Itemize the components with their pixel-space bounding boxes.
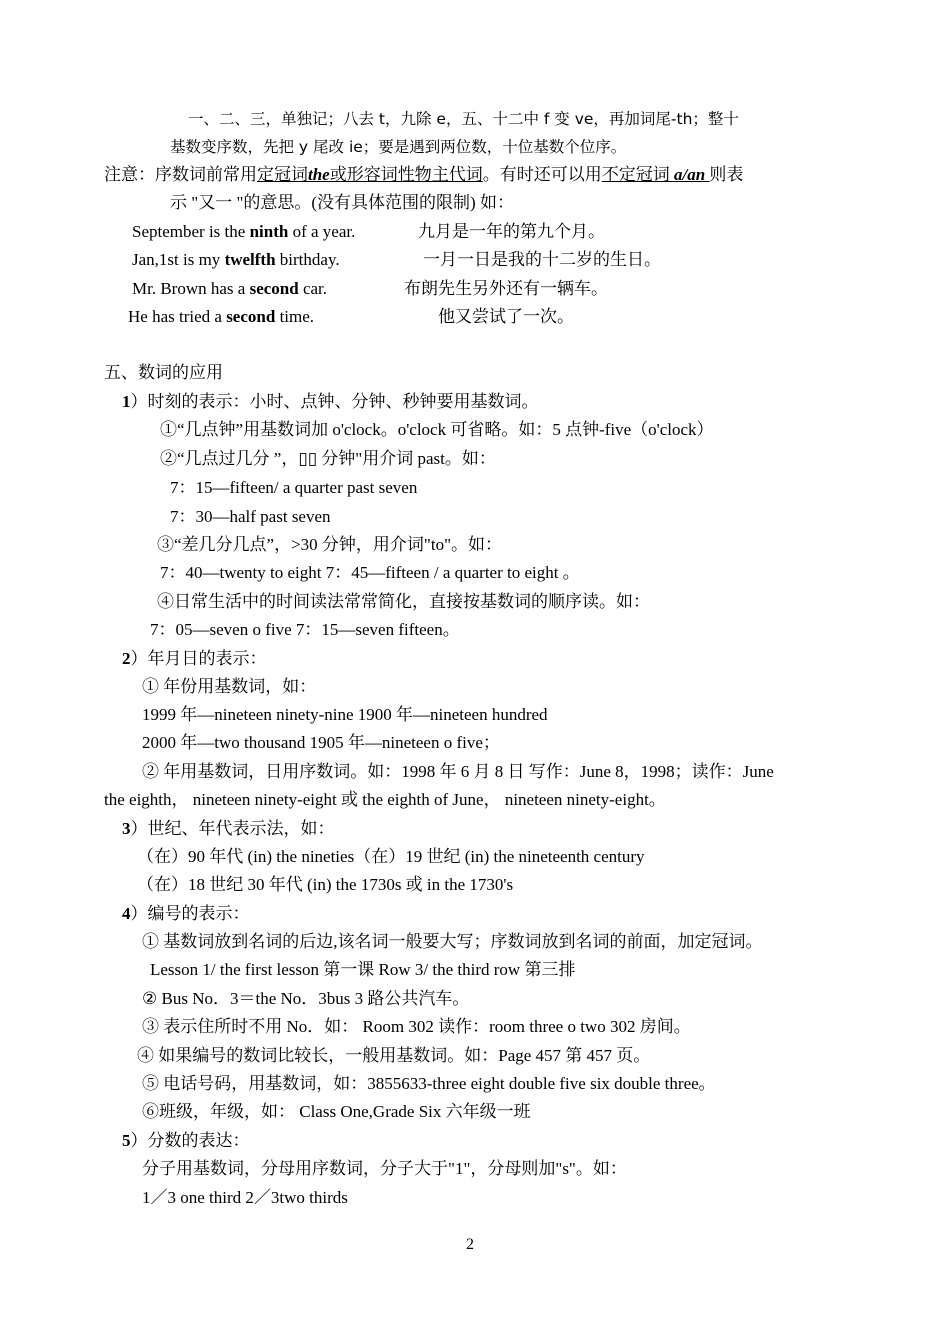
subsection-text: ）年月日的表示：	[130, 649, 267, 668]
subsection-text: ）时刻的表示：小时、点钟、分钟、秒钟要用基数词。	[130, 392, 539, 411]
rule-line-2-text: 基数变序数，先把 y 尾改 ie；要是遇到两位数，十位基数个位序。	[170, 138, 627, 156]
example-row	[132, 248, 340, 272]
item-line: ⑤ 电话号码，用基数词，如：3855633-three eight double five six double three。	[142, 1074, 716, 1093]
example-en-post: car.	[298, 279, 328, 298]
example-cn: 一月一日是我的十二岁的生日。	[423, 250, 661, 269]
example-cn: 布朗先生另外还有一辆车。	[404, 279, 608, 298]
note-suffix: 则表	[709, 165, 744, 184]
page-number: 2	[466, 1236, 474, 1253]
subsection-heading-3	[122, 817, 335, 841]
item-line: ② 年用基数词，日用序数词。如：1998 年 6 月 8 日 写作：June 8，1998；读作：June	[142, 762, 774, 781]
subsection-number: 4	[122, 904, 131, 923]
item-line: 2000 年—two thousand 1905 年—nineteen o five；	[142, 733, 500, 752]
item-line: 7：05—seven o five 7：15—seven fifteen。	[150, 620, 460, 639]
item-line: ②“几点过几分 ”，▯▯ 分钟"用介词 past。如：	[160, 449, 496, 468]
item-line: ③“差几分几点”，>30 分钟，用介词"to"。如：	[157, 535, 503, 554]
item-line: 7：30—half past seven	[170, 507, 331, 526]
item-line: 分子用基数词，分母用序数词，分子大于"1"，分母则加"s"。如：	[142, 1159, 627, 1178]
item-line: ④日常生活中的时间读法常常简化，直接按基数词的顺序读。如：	[157, 592, 650, 611]
section-title: 五、数词的应用	[104, 363, 223, 382]
item-line: Lesson 1/ the first lesson 第一课 Row 3/ the third row 第三排	[150, 960, 576, 979]
rule-line-1-text: 一、二、三，单独记；八去 t，九除 e，五、十二中 f 变 ve，再加词尾-th；整十	[188, 110, 739, 128]
item-line: ① 年份用基数词，如：	[142, 677, 317, 696]
subsection-heading-2	[122, 647, 267, 671]
example-row	[132, 220, 355, 244]
example-en-bold: second	[249, 279, 299, 298]
item-line: ④ 如果编号的数词比较长，一般用基数词。如：Page 457 第 457 页。	[137, 1046, 651, 1065]
example-cn: 他又尝试了一次。	[438, 307, 574, 326]
item-line: 1999 年—nineteen ninety-nine 1900 年—nineteen hundred	[142, 705, 548, 724]
rule-line-2	[170, 135, 626, 159]
subsection-text: ）分数的表达：	[130, 1131, 250, 1150]
example-en-bold: twelfth	[224, 250, 276, 269]
note-def-article: 定冠词	[257, 165, 308, 184]
item-line: ⑥班级，年级，如： Class One,Grade Six 六年级一班	[142, 1102, 531, 1121]
note-indef-article: 不定冠词	[601, 165, 670, 184]
note-line-2-text: 示 "又一 "的意思。(没有具体范围的限制) 如：	[170, 193, 514, 212]
subsection-number: 5	[122, 1131, 131, 1150]
subsection-number: 1	[122, 392, 131, 411]
example-en-post: of a year.	[288, 222, 356, 241]
item-line: ③ 表示住所时不用 No．如： Room 302 读作：room three o two 302 房间。	[142, 1017, 691, 1036]
item-line: ② Bus No．3＝the No．3bus 3 路公共汽车。	[142, 989, 470, 1008]
note-line-2	[170, 191, 514, 215]
note-prefix: 注意：序数词前常用	[104, 165, 257, 184]
example-en-pre: Mr. Brown has a	[132, 279, 250, 298]
example-en-pre: He has tried a	[128, 307, 227, 326]
note-line-1	[104, 163, 743, 187]
subsection-number: 3	[122, 819, 131, 838]
subsection-heading-4	[122, 902, 250, 926]
subsection-number: 2	[122, 649, 131, 668]
example-row	[128, 305, 314, 329]
item-line: 1／3 one third 2／3two thirds	[142, 1188, 348, 1207]
example-en-pre: Jan,1st is my	[132, 250, 225, 269]
example-en-bold: second	[226, 307, 276, 326]
subsection-heading-1	[122, 390, 539, 414]
subsection-heading-5	[122, 1129, 250, 1153]
item-line: ①“几点钟”用基数词加 o'clock。o'clock 可省略。如：5 点钟-five（o'clock）	[160, 420, 714, 439]
item-line: ① 基数词放到名词的后边,该名词一般要大写；序数词放到名词的前面，加定冠词。	[142, 932, 763, 951]
note-or-poss: 或形容词性物主代词	[329, 165, 483, 184]
item-line: （在）90 年代 (in) the nineties（在）19 世纪 (in) the nineteenth century	[137, 847, 645, 866]
item-line: （在）18 世纪 30 年代 (in) the 1730s 或 in the 1730's	[137, 875, 514, 894]
subsection-text: ）编号的表示：	[130, 904, 250, 923]
note-the: the	[308, 165, 330, 184]
item-line: 7：15—fifteen/ a quarter past seven	[170, 478, 418, 497]
note-a-an: a/an	[673, 165, 706, 184]
rule-line-1	[188, 107, 739, 131]
example-cn: 九月是一年的第九个月。	[418, 222, 605, 241]
example-en-pre: September is the	[132, 222, 250, 241]
subsection-text: ）世纪、年代表示法，如：	[130, 819, 335, 838]
item-line: the eighth， nineteen ninety-eight 或 the eighth of June， nineteen ninety-eight。	[104, 790, 666, 809]
example-en-post: birthday.	[275, 250, 340, 269]
example-row	[132, 277, 327, 301]
example-en-bold: ninth	[249, 222, 289, 241]
example-en-post: time.	[275, 307, 315, 326]
note-mid: 。有时还可以用	[482, 165, 602, 184]
item-line: 7：40—twenty to eight 7：45—fifteen / a quarter to eight 。	[160, 563, 580, 582]
